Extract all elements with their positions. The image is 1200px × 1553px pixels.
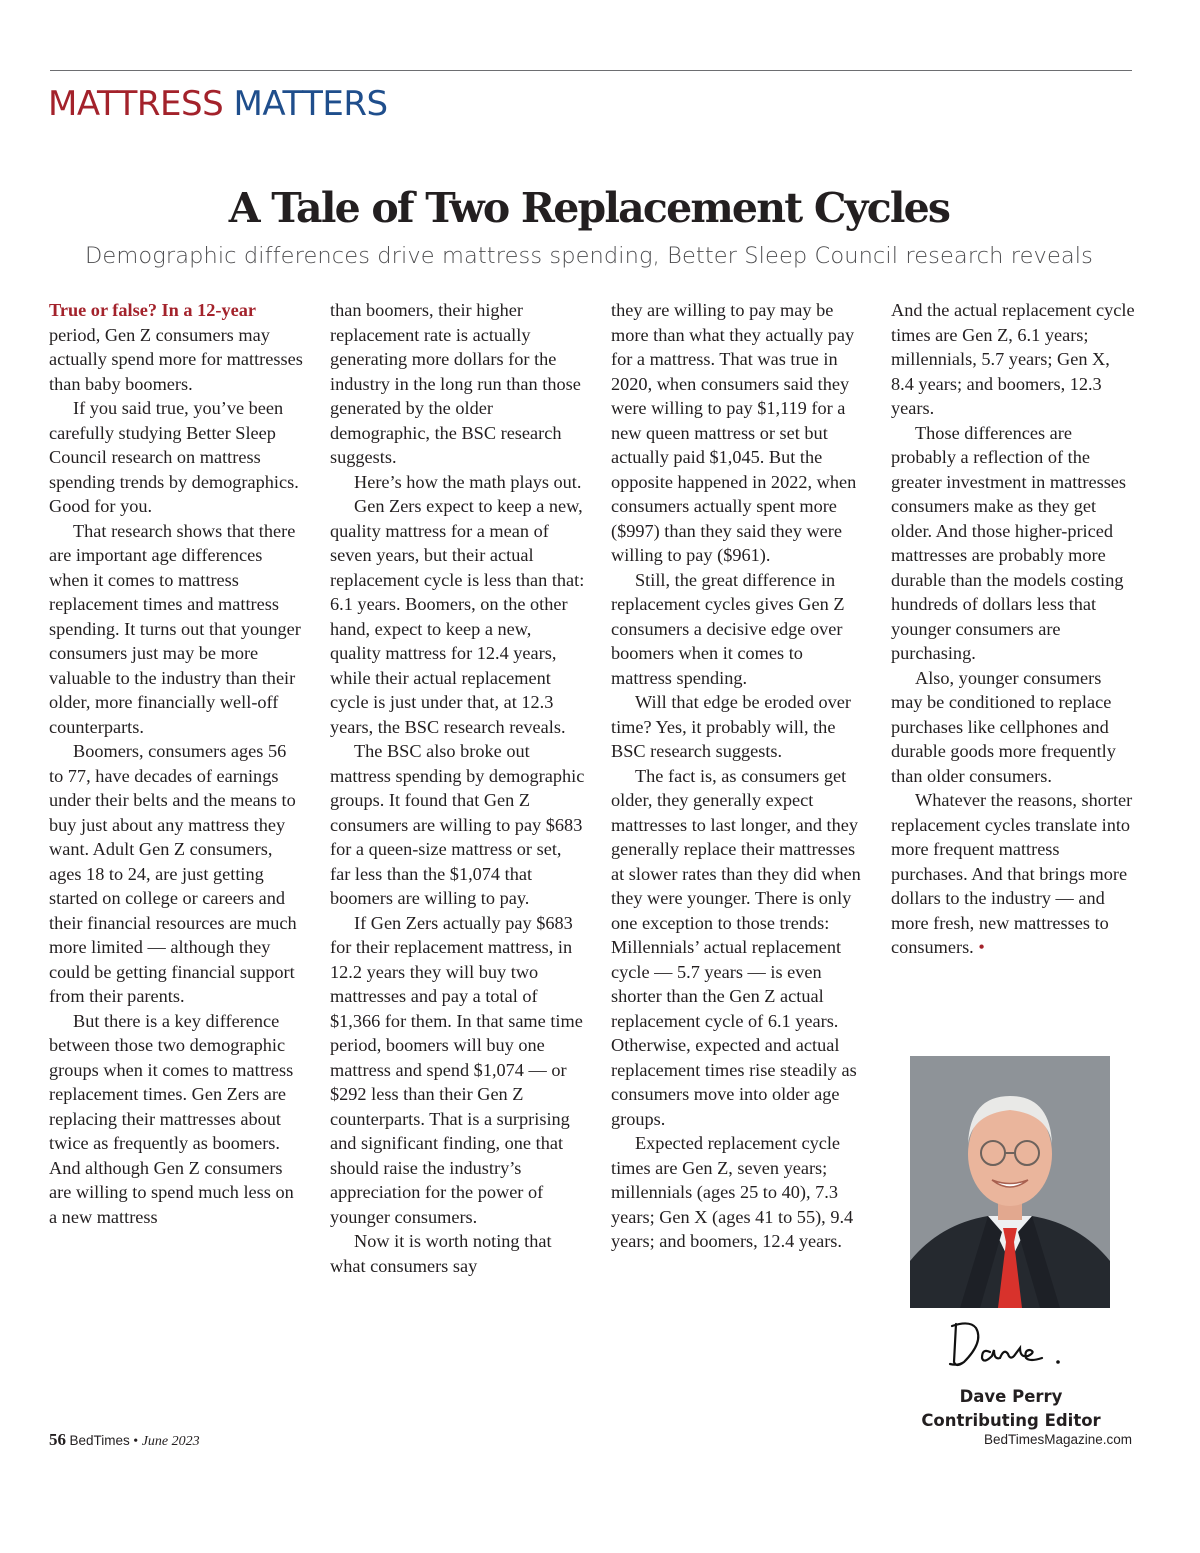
article-paragraph: than boomers, their higher replacement rate is actually generating more dollars for the industry in the long run than those generated by the older demographic, the BSC research suggests.: [330, 300, 581, 467]
article-paragraph: Boomers, consumers ages 56 to 77, have decades of earnings under their belts and the means to buy just about any mattress they want. Adult Gen Z consumers, ages 18 to 24, are just getting started on college or careers and their financial resources are much more limited — although they could be getting financial support from their parents.: [49, 741, 297, 1006]
article-paragraph: [891, 788, 1136, 960]
article-paragraph: Here’s how the math plays out.: [354, 471, 582, 492]
section-word-2: MATTERS: [233, 84, 388, 124]
article-paragraph: Now it is worth noting that what consumers say: [330, 1231, 552, 1276]
article-column-3: [611, 298, 866, 1254]
article-paragraph: Expected replacement cycle times are Gen Z, seven years; millennials (ages 25 to 40), 7.3 years; Gen X (ages 41 to 55), 9.4 years; and boomers, 12.4 years.: [611, 1133, 854, 1251]
article-paragraph: That research shows that there are important age differences when it comes to mattress replacement times and mattress spending. It turns out that younger consumers just may be more valuable to the industry than their older, more financially well-off counterparts.: [49, 520, 301, 737]
article-paragraph: Will that edge be eroded over time? Yes, it probably will, the BSC research suggests.: [611, 692, 852, 761]
section-word-1: MATTRESS: [48, 84, 224, 124]
article-paragraph: [49, 298, 304, 396]
article-paragraph: The fact is, as consumers get older, they generally expect mattresses to last longer, and they generally replace their mattresses at slower rates than they did when they were younger. There is only one exception to those trends: Millennials’ actual replacement cycle — 5.7 years — is even shorter than the Gen Z actual replacement cycle of 6.1 years. Otherwise, expected and actual replacement times rise steadily as consumers move into older age groups.: [611, 765, 861, 1129]
magazine-name: BedTimes: [69, 1433, 130, 1448]
website-link[interactable]: BedTimesMagazine.com: [983, 1432, 1132, 1447]
author-byline: [900, 1385, 1122, 1433]
article-paragraph: If Gen Zers actually pay $683 for their replacement mattress, in 12.2 years they will buy two mattresses and pay a total of $1,366 for them. In that same time period, boomers will buy one mattress and spend $1,074 — or $292 less than their Gen Z counterparts. That is a surprising and significant finding, one that should raise the industry’s appreciation for the power of younger consumers.: [330, 912, 583, 1227]
footer-separator: •: [133, 1434, 139, 1449]
issue-date: June 2023: [141, 1434, 200, 1449]
article-paragraph: But there is a key difference between those two demographic groups when it comes to mattress replacement times. Gen Zers are replacing their mattresses about twice as frequently as boomers. And although Gen Z consumers are willing to spend much less on a new mattress: [49, 1010, 294, 1227]
signature: [946, 1318, 1086, 1374]
article-paragraph: Also, younger consumers may be conditioned to replace purchases like cellphones and durable goods more frequently than older consumers.: [891, 667, 1116, 786]
lead-in: True or false? In a 12-year: [49, 300, 256, 320]
end-mark-icon: •: [978, 937, 985, 957]
section-header: [48, 82, 388, 126]
author-role: Contributing Editor: [921, 1411, 1101, 1430]
author-portrait-icon: [910, 1056, 1110, 1308]
article-paragraph: Still, the great difference in replacement cycles gives Gen Z consumers a decisive edge over boomers when it comes to mattress spending.: [611, 569, 845, 688]
article-paragraph: And the actual replacement cycle times are Gen Z, 6.1 years; millennials, 5.7 years; Gen X, 8.4 years; and boomers, 12.3 years.: [891, 300, 1135, 418]
page-footer: [49, 1428, 200, 1454]
article-title: A Tale of Two Replacement Cycles: [228, 184, 950, 232]
author-photo: [910, 1056, 1110, 1308]
page-number: 56: [49, 1430, 66, 1449]
article-paragraph: The BSC also broke out mattress spending by demographic groups. It found that Gen Z consumers are willing to pay $683 for a queen-size mattress or set, far less than the $1,074 that boomers are willing to pay.: [330, 741, 585, 908]
article-paragraph: If you said true, you’ve been carefully studying Better Sleep Council research on mattress spending trends by demographics. Good for you.: [49, 398, 299, 516]
paragraph-text: period, Gen Z consumers may actually spend more for mattresses than baby boomers.: [49, 324, 303, 394]
article-column-2: [330, 298, 585, 1278]
article-column-1: [49, 298, 304, 1229]
article-paragraph: Gen Zers expect to keep a new, quality mattress for a mean of seven years, but their actual replacement cycle is less than that: 6.1 years. Boomers, on the other hand, expect to keep a new, quality mattress for 12.4 years, while their actual replacement cycle is just under that, at 12.3 years, the BSC research reveals.: [330, 496, 585, 737]
article-column-4: [891, 298, 1136, 960]
signature-icon: [946, 1318, 1086, 1374]
article-paragraph: Those differences are probably a reflection of the greater investment in mattresses consumers make as they get older. And those higher-priced mattresses are probably more durable than the models costing hundreds of dollars less that younger consumers are purchasing.: [891, 422, 1127, 663]
article-subtitle: Demographic differences drive mattress spending, Better Sleep Council research reveals: [85, 243, 1093, 269]
author-name: Dave Perry: [959, 1387, 1063, 1406]
paragraph-text: Whatever the reasons, shorter replacement cycles translate into more frequent mattress purchases. And that brings more dollars to the industry — and more fresh, new mattresses to consumers.: [891, 790, 1133, 957]
top-rule: [50, 70, 1132, 71]
article-paragraph: they are willing to pay may be more than what they actually pay for a mattress. That was true in 2020, when consumers said they were willing to pay $1,119 for a new queen mattress or set but actually paid $1,045. But the opposite happened in 2022, when consumers actually spent more ($997) than they said they were willing to pay ($961).: [611, 300, 857, 565]
